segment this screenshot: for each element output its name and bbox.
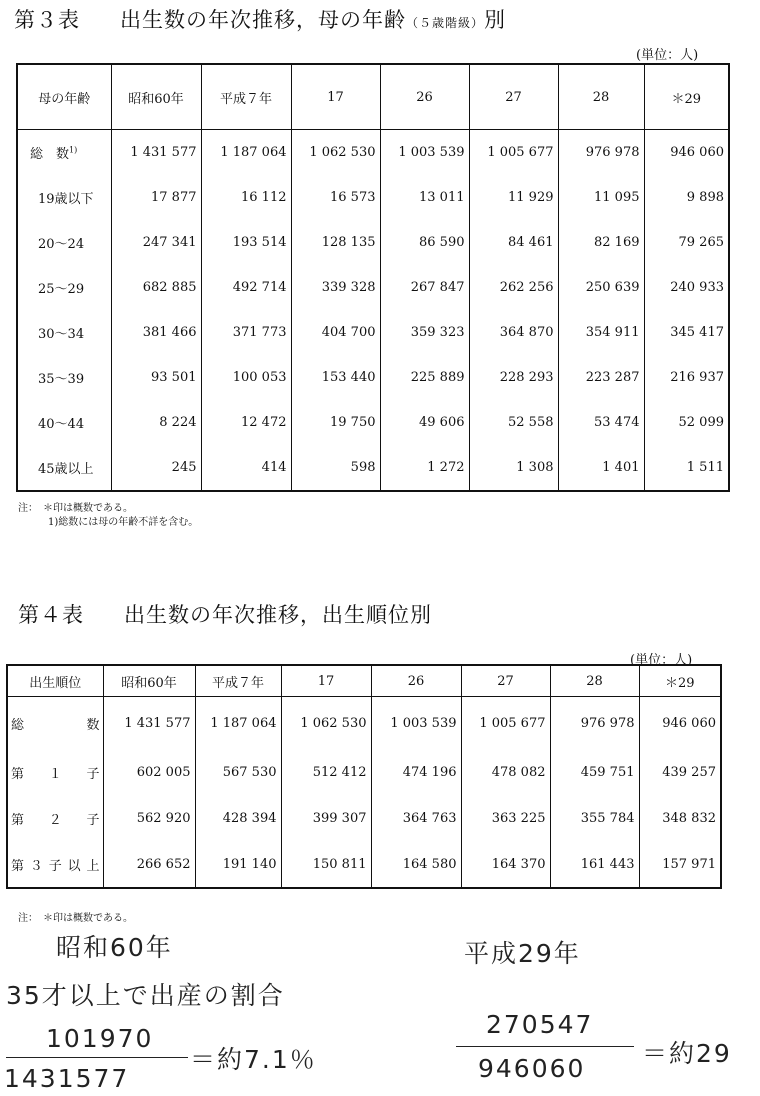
table4-header-cell: 27 <box>461 665 550 697</box>
table3-cell: 79 265 <box>644 220 729 265</box>
table3-cell: 345 417 <box>644 310 729 355</box>
table4-cell: 567 530 <box>195 749 281 795</box>
table3-note: 注： ＊印は概数である。 <box>18 503 133 514</box>
table3-cell: 9 898 <box>644 175 729 220</box>
row-label-text: 総 数 <box>30 147 70 162</box>
handwritten-right-heading: 平成29年 <box>464 939 581 968</box>
table4-unit: (単位：人) <box>630 653 693 668</box>
table4-row-label: 第 １ 子 <box>7 749 103 795</box>
table4-row <box>7 795 721 841</box>
table3-row-label: 30～34 <box>17 310 111 355</box>
table4-cell: 364 763 <box>371 795 461 841</box>
table4-header-cell: 28 <box>550 665 639 697</box>
table3-row <box>17 130 729 176</box>
table3-cell: 250 639 <box>558 265 644 310</box>
table4-cell: 562 920 <box>103 795 195 841</box>
table3-cell: 19 750 <box>291 400 380 445</box>
table3-row <box>17 400 729 445</box>
table3-cell: 1 401 <box>558 445 644 491</box>
table4-cell: 150 811 <box>281 841 371 888</box>
table3-cell: 354 911 <box>558 310 644 355</box>
table3-cell: 8 224 <box>111 400 201 445</box>
table3-cell: 247 341 <box>111 220 201 265</box>
table4-header-cell: 昭和60年 <box>103 665 195 697</box>
table3-cell: 1 005 677 <box>469 130 558 176</box>
table4-cell: 164 580 <box>371 841 461 888</box>
table3-cell: 86 590 <box>380 220 469 265</box>
table3-cell: 976 978 <box>558 130 644 176</box>
table4-cell: 459 751 <box>550 749 639 795</box>
footnote-marker: 1) <box>69 145 78 155</box>
table3-header-cell: 17 <box>291 64 380 130</box>
table3-note: 1)総数には母の年齢不詳を含む。 <box>48 517 199 528</box>
table4-title-text: 出生数の年次推移，出生順位別 <box>124 603 432 627</box>
table4-cell: 946 060 <box>639 697 721 750</box>
table3-header-cell: 28 <box>558 64 644 130</box>
handwritten-left-heading-2: 35才以上で出産の割合 <box>6 981 285 1010</box>
table3-cell: 1 511 <box>644 445 729 491</box>
table3-title-tail: 別 <box>484 8 507 32</box>
table3-header-cell: 26 <box>380 64 469 130</box>
table3-cell: 267 847 <box>380 265 469 310</box>
table3-cell: 52 558 <box>469 400 558 445</box>
table3-cell: 404 700 <box>291 310 380 355</box>
table3-cell: 492 714 <box>201 265 291 310</box>
table3-cell: 262 256 <box>469 265 558 310</box>
table3-cell: 17 877 <box>111 175 201 220</box>
table4-cell: 363 225 <box>461 795 550 841</box>
table4-cell: 1 005 677 <box>461 697 550 750</box>
handwritten-left-result: ＝約7.1％ <box>190 1045 317 1074</box>
table3-row <box>17 445 729 491</box>
table4-cell: 976 978 <box>550 697 639 750</box>
table3-cell: 225 889 <box>380 355 469 400</box>
table3-cell: 128 135 <box>291 220 380 265</box>
table3-cell: 93 501 <box>111 355 201 400</box>
table3-row-label: 40～44 <box>17 400 111 445</box>
table3-cell: 371 773 <box>201 310 291 355</box>
table3-header-cell: 平成７年 <box>201 64 291 130</box>
table4-cell: 428 394 <box>195 795 281 841</box>
table3-row-label: 19歳以下 <box>17 175 111 220</box>
table3-cell: 339 328 <box>291 265 380 310</box>
table4-cell: 474 196 <box>371 749 461 795</box>
table4-cell: 1 003 539 <box>371 697 461 750</box>
table3-cell: 153 440 <box>291 355 380 400</box>
table4-header-cell: 17 <box>281 665 371 697</box>
table3-cell: 228 293 <box>469 355 558 400</box>
table4 <box>6 664 722 889</box>
table4-cell: 478 082 <box>461 749 550 795</box>
table4-row-label: 第 ２ 子 <box>7 795 103 841</box>
table3-row-label <box>17 130 111 176</box>
handwritten-right-numerator: 270547 <box>486 1010 594 1039</box>
table3-cell: 49 606 <box>380 400 469 445</box>
table4-row <box>7 749 721 795</box>
table4-header-cell: ＊29 <box>639 665 721 697</box>
table4-cell: 161 443 <box>550 841 639 888</box>
handwritten-left-fraction-line <box>6 1057 188 1058</box>
table3-cell: 223 287 <box>558 355 644 400</box>
table4-cell: 348 832 <box>639 795 721 841</box>
table3-cell: 1 272 <box>380 445 469 491</box>
handwritten-left-heading-1: 昭和60年 <box>56 933 173 962</box>
table3-cell: 364 870 <box>469 310 558 355</box>
table3-row-label: 25～29 <box>17 265 111 310</box>
table4-cell: 191 140 <box>195 841 281 888</box>
table3-title-text: 出生数の年次推移，母の年齢 <box>120 8 406 32</box>
table3-cell: 82 169 <box>558 220 644 265</box>
table3-row <box>17 265 729 310</box>
table4-note: 注： ＊印は概数である。 <box>18 913 133 924</box>
table4-cell: 399 307 <box>281 795 371 841</box>
table3-row <box>17 355 729 400</box>
table3-number: 第３表 <box>14 8 80 32</box>
table3-cell: 11 929 <box>469 175 558 220</box>
table3-cell: 84 461 <box>469 220 558 265</box>
table4-row-label: 総 数 <box>7 697 103 750</box>
handwritten-right-denominator: 946060 <box>478 1054 586 1083</box>
table3-cell: 1 003 539 <box>380 130 469 176</box>
table3-header-cell: 27 <box>469 64 558 130</box>
table3-header-row <box>17 64 729 130</box>
table3-cell: 240 933 <box>644 265 729 310</box>
handwritten-right-result: ＝約29 <box>642 1039 732 1068</box>
table4-row-label: 第３子以上 <box>7 841 103 888</box>
table4-cell: 157 971 <box>639 841 721 888</box>
table3-cell: 16 112 <box>201 175 291 220</box>
table4-number: 第４表 <box>18 603 84 627</box>
table3-row <box>17 175 729 220</box>
table4-cell: 1 187 064 <box>195 697 281 750</box>
table3-row <box>17 310 729 355</box>
handwritten-left-denominator: 1431577 <box>4 1064 130 1093</box>
table3-cell: 359 323 <box>380 310 469 355</box>
table4-header-cell: 平成７年 <box>195 665 281 697</box>
table3-cell: 12 472 <box>201 400 291 445</box>
table3-cell: 414 <box>201 445 291 491</box>
table3-cell: 52 099 <box>644 400 729 445</box>
table3-header-cell: ＊29 <box>644 64 729 130</box>
table4-cell: 1 431 577 <box>103 697 195 750</box>
handwritten-right-fraction-line <box>456 1046 634 1047</box>
table3-cell: 16 573 <box>291 175 380 220</box>
table4-cell: 355 784 <box>550 795 639 841</box>
table4-cell: 439 257 <box>639 749 721 795</box>
table3-row-label: 20～24 <box>17 220 111 265</box>
table3-title-small: （５歳階級） <box>406 16 485 30</box>
table3-cell: 598 <box>291 445 380 491</box>
table4-title <box>18 599 432 629</box>
table3-cell: 53 474 <box>558 400 644 445</box>
table3-cell: 1 308 <box>469 445 558 491</box>
table4-row <box>7 697 721 750</box>
table4-header-cell: 出生順位 <box>7 665 103 697</box>
table3-cell: 946 060 <box>644 130 729 176</box>
table4-cell: 512 412 <box>281 749 371 795</box>
table3-notes <box>18 502 198 530</box>
table3-row <box>17 220 729 265</box>
table3-header-cell: 昭和60年 <box>111 64 201 130</box>
table4-cell: 602 005 <box>103 749 195 795</box>
table3-cell: 245 <box>111 445 201 491</box>
table3-cell: 682 885 <box>111 265 201 310</box>
table4-header-row <box>7 665 721 697</box>
table3-title <box>14 4 506 34</box>
table3-cell: 381 466 <box>111 310 201 355</box>
table3-header-cell: 母の年齢 <box>17 64 111 130</box>
table4-cell: 266 652 <box>103 841 195 888</box>
table3-cell: 1 431 577 <box>111 130 201 176</box>
table4-cell: 164 370 <box>461 841 550 888</box>
table3-unit: (単位：人) <box>636 48 699 63</box>
table4-notes <box>18 912 133 926</box>
table3-cell: 100 053 <box>201 355 291 400</box>
table3-cell: 1 187 064 <box>201 130 291 176</box>
table4-cell: 1 062 530 <box>281 697 371 750</box>
table3-row-label: 45歳以上 <box>17 445 111 491</box>
table3-cell: 216 937 <box>644 355 729 400</box>
table3-cell: 1 062 530 <box>291 130 380 176</box>
table3-cell: 193 514 <box>201 220 291 265</box>
table3 <box>16 63 730 492</box>
table4-row <box>7 841 721 888</box>
table3-row-label: 35～39 <box>17 355 111 400</box>
table4-header-cell: 26 <box>371 665 461 697</box>
table3-cell: 11 095 <box>558 175 644 220</box>
handwritten-left-numerator: 101970 <box>46 1024 154 1053</box>
table3-cell: 13 011 <box>380 175 469 220</box>
